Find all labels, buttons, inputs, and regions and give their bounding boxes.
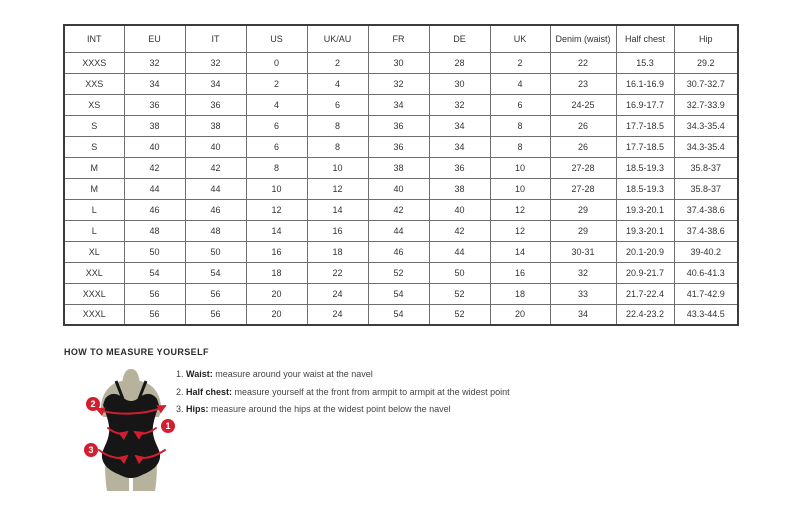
table-cell: 42: [368, 199, 429, 220]
table-cell: 40: [368, 178, 429, 199]
table-cell: 10: [490, 157, 550, 178]
table-cell: 32: [185, 52, 246, 73]
table-cell: 56: [124, 304, 185, 325]
item-text: measure around the hips at the widest point below the navel: [208, 404, 451, 414]
table-cell: 22: [307, 262, 368, 283]
table-row: [64, 157, 738, 178]
item-text: measure around your waist at the navel: [212, 369, 373, 379]
table-row: [64, 199, 738, 220]
table-cell: XXS: [64, 73, 124, 94]
table-cell: 46: [368, 241, 429, 262]
table-cell: 18: [490, 283, 550, 304]
hips-badge: 3: [88, 445, 94, 456]
table-cell: 36: [185, 94, 246, 115]
table-cell: 36: [368, 136, 429, 157]
measure-section-heading: HOW TO MEASURE YOURSELF: [64, 347, 209, 357]
table-cell: 19.3-20.1: [616, 199, 674, 220]
table-cell: 52: [368, 262, 429, 283]
size-chart-section: [63, 24, 739, 326]
table-cell: 40: [124, 136, 185, 157]
table-cell: 35.8-37: [674, 178, 738, 199]
table-cell: 21.7-22.4: [616, 283, 674, 304]
table-cell: S: [64, 136, 124, 157]
table-cell: 34: [429, 115, 490, 136]
table-cell: 40: [185, 136, 246, 157]
table-cell: 34: [124, 73, 185, 94]
table-cell: 36: [429, 157, 490, 178]
table-cell: 17.7-18.5: [616, 115, 674, 136]
table-cell: 2: [490, 52, 550, 73]
table-cell: 44: [429, 241, 490, 262]
table-cell: 28: [429, 52, 490, 73]
table-cell: 26: [550, 136, 616, 157]
table-cell: 20: [246, 283, 307, 304]
table-cell: 4: [490, 73, 550, 94]
table-cell: 46: [124, 199, 185, 220]
column-header: UK: [490, 25, 550, 52]
header-row: [64, 25, 738, 52]
table-cell: 50: [185, 241, 246, 262]
table-row: [64, 262, 738, 283]
table-cell: 42: [185, 157, 246, 178]
table-cell: 20: [490, 304, 550, 325]
table-cell: 8: [246, 157, 307, 178]
chest-badge: 2: [90, 399, 96, 410]
table-cell: 32.7-33.9: [674, 94, 738, 115]
table-cell: 18: [246, 262, 307, 283]
table-cell: 54: [124, 262, 185, 283]
table-cell: 46: [185, 199, 246, 220]
table-cell: M: [64, 157, 124, 178]
table-cell: 38: [429, 178, 490, 199]
table-cell: L: [64, 199, 124, 220]
table-row: [64, 94, 738, 115]
table-cell: 40.6-41.3: [674, 262, 738, 283]
table-cell: 42: [124, 157, 185, 178]
column-header: DE: [429, 25, 490, 52]
item-text: measure yourself at the front from armpit to armpit at the widest point: [232, 386, 510, 397]
table-row: [64, 115, 738, 136]
table-cell: 50: [124, 241, 185, 262]
table-cell: 48: [124, 220, 185, 241]
table-cell: 23: [550, 73, 616, 94]
column-header: FR: [368, 25, 429, 52]
table-cell: 38: [368, 157, 429, 178]
column-header: UK/AU: [307, 25, 368, 52]
table-cell: 22: [550, 52, 616, 73]
table-cell: 39-40.2: [674, 241, 738, 262]
table-cell: 27-28: [550, 178, 616, 199]
table-cell: 29: [550, 199, 616, 220]
table-row: [64, 241, 738, 262]
table-row: [64, 304, 738, 325]
table-cell: 22.4-23.2: [616, 304, 674, 325]
table-cell: 6: [246, 115, 307, 136]
table-cell: 24-25: [550, 94, 616, 115]
table-cell: 30-31: [550, 241, 616, 262]
table-cell: 37.4-38.6: [674, 199, 738, 220]
table-cell: XL: [64, 241, 124, 262]
table-cell: 12: [490, 220, 550, 241]
table-cell: 2: [307, 52, 368, 73]
size-chart-table: [63, 24, 739, 326]
mannequin-illustration: [80, 367, 182, 493]
table-cell: 12: [246, 199, 307, 220]
measure-list: [176, 369, 510, 422]
table-cell: 34.3-35.4: [674, 136, 738, 157]
table-cell: XXXS: [64, 52, 124, 73]
table-cell: 50: [429, 262, 490, 283]
table-cell: 42: [429, 220, 490, 241]
table-cell: 52: [429, 283, 490, 304]
table-cell: 14: [490, 241, 550, 262]
table-cell: 19.3-20.1: [616, 220, 674, 241]
table-cell: 20: [246, 304, 307, 325]
table-cell: 27-28: [550, 157, 616, 178]
table-cell: 35.8-37: [674, 157, 738, 178]
table-row: [64, 283, 738, 304]
table-cell: 8: [490, 136, 550, 157]
table-cell: 18.5-19.3: [616, 178, 674, 199]
table-cell: 18.5-19.3: [616, 157, 674, 178]
table-cell: XXXL: [64, 304, 124, 325]
column-header: US: [246, 25, 307, 52]
table-cell: 54: [185, 262, 246, 283]
table-cell: 32: [124, 52, 185, 73]
table-cell: S: [64, 115, 124, 136]
table-cell: 56: [124, 283, 185, 304]
table-cell: 8: [307, 115, 368, 136]
table-cell: 30.7-32.7: [674, 73, 738, 94]
table-cell: 56: [185, 304, 246, 325]
table-cell: 34: [368, 94, 429, 115]
table-cell: 52: [429, 304, 490, 325]
table-cell: 34: [185, 73, 246, 94]
table-cell: 6: [307, 94, 368, 115]
table-cell: 14: [307, 199, 368, 220]
table-cell: 18: [307, 241, 368, 262]
table-cell: 33: [550, 283, 616, 304]
table-cell: 34: [550, 304, 616, 325]
table-cell: 10: [490, 178, 550, 199]
size-chart-body: [64, 52, 738, 325]
table-cell: 41.7-42.9: [674, 283, 738, 304]
table-cell: M: [64, 178, 124, 199]
table-cell: 20.1-20.9: [616, 241, 674, 262]
table-cell: 44: [124, 178, 185, 199]
column-header: IT: [185, 25, 246, 52]
table-cell: 12: [490, 199, 550, 220]
table-cell: 4: [307, 73, 368, 94]
table-cell: 14: [246, 220, 307, 241]
table-cell: 36: [124, 94, 185, 115]
table-cell: 56: [185, 283, 246, 304]
table-cell: 34: [429, 136, 490, 157]
table-cell: 32: [429, 94, 490, 115]
column-header: EU: [124, 25, 185, 52]
table-cell: 29: [550, 220, 616, 241]
item-number: 2.: [176, 386, 184, 397]
table-row: [64, 220, 738, 241]
column-header: Half chest: [616, 25, 674, 52]
column-header: Denim (waist): [550, 25, 616, 52]
table-cell: 6: [490, 94, 550, 115]
item-label: Waist:: [186, 369, 213, 379]
table-cell: 4: [246, 94, 307, 115]
table-cell: 17.7-18.5: [616, 136, 674, 157]
table-cell: 8: [307, 136, 368, 157]
mannequin-figure: [80, 367, 182, 493]
size-chart-header: [64, 25, 738, 52]
table-cell: 48: [185, 220, 246, 241]
measure-item-half-chest: [176, 387, 510, 397]
table-cell: 24: [307, 283, 368, 304]
table-cell: 29.2: [674, 52, 738, 73]
table-cell: 54: [368, 304, 429, 325]
table-cell: 30: [429, 73, 490, 94]
table-cell: 44: [368, 220, 429, 241]
column-header: Hip: [674, 25, 738, 52]
table-cell: 10: [246, 178, 307, 199]
column-header: INT: [64, 25, 124, 52]
table-cell: 16.1-16.9: [616, 73, 674, 94]
table-cell: 16: [307, 220, 368, 241]
item-label: Half chest:: [186, 386, 233, 397]
table-cell: 34.3-35.4: [674, 115, 738, 136]
table-cell: 8: [490, 115, 550, 136]
table-row: [64, 136, 738, 157]
table-cell: 2: [246, 73, 307, 94]
table-cell: 38: [124, 115, 185, 136]
table-cell: 37.4-38.6: [674, 220, 738, 241]
item-number: 3.: [176, 404, 184, 414]
table-cell: 40: [429, 199, 490, 220]
table-cell: XXL: [64, 262, 124, 283]
table-cell: L: [64, 220, 124, 241]
table-cell: 0: [246, 52, 307, 73]
item-number: 1.: [176, 369, 184, 379]
table-cell: 43.3-44.5: [674, 304, 738, 325]
table-cell: 54: [368, 283, 429, 304]
table-cell: 15.3: [616, 52, 674, 73]
table-cell: 24: [307, 304, 368, 325]
table-cell: 16: [490, 262, 550, 283]
table-cell: 36: [368, 115, 429, 136]
table-cell: 26: [550, 115, 616, 136]
table-cell: 6: [246, 136, 307, 157]
table-cell: XXXL: [64, 283, 124, 304]
table-cell: 12: [307, 178, 368, 199]
table-cell: 38: [185, 115, 246, 136]
table-cell: 16: [246, 241, 307, 262]
table-cell: 44: [185, 178, 246, 199]
table-row: [64, 73, 738, 94]
waist-badge: 1: [165, 421, 171, 432]
table-cell: XS: [64, 94, 124, 115]
item-label: Hips:: [186, 404, 209, 414]
table-cell: 20.9-21.7: [616, 262, 674, 283]
table-cell: 16.9-17.7: [616, 94, 674, 115]
table-cell: 30: [368, 52, 429, 73]
table-row: [64, 52, 738, 73]
measure-item-waist: [176, 369, 510, 379]
measure-item-hips: [176, 404, 510, 414]
table-cell: 32: [368, 73, 429, 94]
table-row: [64, 178, 738, 199]
table-cell: 10: [307, 157, 368, 178]
table-cell: 32: [550, 262, 616, 283]
